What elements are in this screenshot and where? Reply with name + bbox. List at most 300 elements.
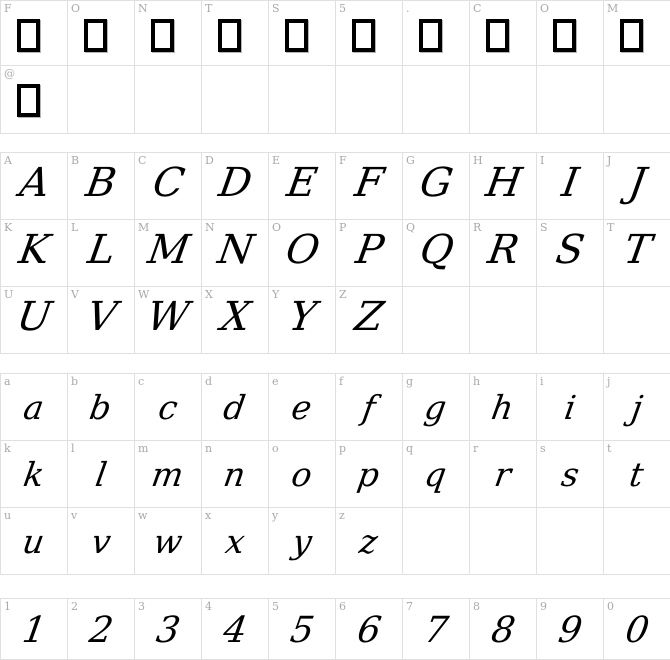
- script-glyph: 9: [555, 610, 585, 651]
- glyph-cell-j: [604, 374, 670, 441]
- empty-cell: [537, 508, 604, 575]
- script-glyph: s: [558, 454, 582, 494]
- glyph-holder: [202, 287, 268, 353]
- glyph-cell-u: [1, 508, 68, 575]
- script-glyph: p: [355, 454, 383, 494]
- glyph-holder: [336, 508, 402, 574]
- glyph-cell-E: [269, 153, 336, 220]
- script-glyph: h: [489, 387, 517, 427]
- cell-label: F: [4, 2, 12, 15]
- glyph-cell-p: [336, 441, 403, 508]
- glyph-holder: [269, 287, 335, 353]
- empty-cell: [202, 66, 269, 134]
- script-glyph: 3: [153, 610, 183, 651]
- cell-label: C: [138, 154, 147, 167]
- glyph-cell-5: [336, 1, 403, 66]
- cell-label: C: [473, 2, 482, 15]
- script-glyph: j: [628, 387, 646, 427]
- cell-label: 2: [71, 600, 78, 613]
- script-glyph: E: [284, 160, 321, 206]
- cell-label: W: [138, 288, 150, 301]
- glyph-holder: [470, 153, 536, 219]
- glyph-holder: [68, 287, 134, 353]
- cell-label: b: [71, 375, 79, 388]
- glyph-cell-o: [269, 441, 336, 508]
- script-glyph: X: [217, 294, 254, 340]
- cell-label: f: [339, 375, 344, 388]
- empty-cell: [470, 508, 537, 575]
- glyph-cell-R: [470, 220, 537, 287]
- cell-label: S: [272, 2, 280, 15]
- glyph-holder: [604, 441, 670, 507]
- glyph-cell-z: [336, 508, 403, 575]
- cell-label: j: [607, 375, 611, 388]
- cell-label: l: [71, 442, 75, 455]
- glyph-cell-Y: [269, 287, 336, 354]
- cell-label: z: [339, 509, 345, 522]
- cell-label: i: [540, 375, 544, 388]
- cell-label: H: [473, 154, 483, 167]
- glyph-cell-H: [470, 153, 537, 220]
- glyph-cell-0: [604, 599, 670, 660]
- script-glyph: U: [13, 294, 55, 340]
- glyph-cell-B: [68, 153, 135, 220]
- cell-label: w: [138, 509, 148, 522]
- glyph-holder: [135, 374, 201, 440]
- glyph-holder: [336, 374, 402, 440]
- glyph-cell-N: [135, 1, 202, 66]
- script-glyph: W: [144, 294, 193, 340]
- notdef-box-glyph: [285, 19, 308, 52]
- cell-label: 4: [205, 600, 212, 613]
- glyph-holder: [470, 599, 536, 659]
- cell-label: m: [138, 442, 149, 455]
- cell-label: d: [205, 375, 213, 388]
- glyph-cell-W: [135, 287, 202, 354]
- cell-label: Y: [272, 288, 280, 301]
- glyph-holder: [68, 220, 134, 286]
- cell-label: U: [4, 288, 14, 301]
- glyph-cell-Z: [336, 287, 403, 354]
- cell-label: o: [272, 442, 279, 455]
- cell-label: K: [4, 221, 13, 234]
- glyph-cell-T: [202, 1, 269, 66]
- glyph-cell-G: [403, 153, 470, 220]
- cell-label: O: [272, 221, 282, 234]
- script-glyph: R: [484, 227, 523, 273]
- glyph-cell-S: [269, 1, 336, 66]
- cell-label: c: [138, 375, 145, 388]
- glyph-cell-V: [68, 287, 135, 354]
- cell-label: 0: [607, 600, 614, 613]
- glyph-cell-g: [403, 374, 470, 441]
- cell-label: D: [205, 154, 214, 167]
- glyph-holder: [135, 153, 201, 219]
- cell-label: 7: [406, 600, 413, 613]
- glyph-cell-F: [336, 153, 403, 220]
- script-glyph: T: [620, 227, 655, 273]
- glyph-cell-O: [68, 1, 135, 66]
- glyph-holder: [470, 220, 536, 286]
- glyph-cell-O: [537, 1, 604, 66]
- glyph-holder: [202, 153, 268, 219]
- glyph-holder: [68, 441, 134, 507]
- glyph-holder: [470, 441, 536, 507]
- script-glyph: t: [627, 454, 647, 494]
- glyph-section-digits: [0, 598, 670, 660]
- empty-cell: [403, 287, 470, 354]
- empty-cell: [336, 66, 403, 134]
- glyph-holder: [604, 153, 670, 219]
- glyph-cell-r: [470, 441, 537, 508]
- script-glyph: V: [83, 294, 120, 340]
- script-glyph: 2: [86, 610, 116, 651]
- glyph-holder: [135, 441, 201, 507]
- glyph-cell-J: [604, 153, 670, 220]
- glyph-holder: [336, 220, 402, 286]
- notdef-box-glyph: [84, 19, 107, 52]
- script-glyph: D: [215, 160, 256, 206]
- script-glyph: Y: [285, 294, 320, 340]
- cell-label: M: [138, 221, 150, 234]
- cell-label: .: [406, 2, 410, 15]
- script-glyph: O: [282, 227, 323, 273]
- glyph-cell-a: [1, 374, 68, 441]
- script-glyph: g: [422, 387, 450, 427]
- glyph-cell-6: [336, 599, 403, 660]
- glyph-holder: [269, 374, 335, 440]
- notdef-box-glyph: [553, 19, 576, 52]
- script-glyph: Z: [351, 294, 388, 340]
- glyph-cell-b: [68, 374, 135, 441]
- glyph-cell-T: [604, 220, 670, 287]
- glyph-holder: [202, 508, 268, 574]
- script-glyph: N: [214, 227, 257, 273]
- glyph-holder: [269, 220, 335, 286]
- script-glyph: y: [289, 521, 315, 561]
- cell-label: N: [138, 2, 148, 15]
- glyph-row: [1, 220, 670, 287]
- cell-label: O: [71, 2, 81, 15]
- cell-label: O: [540, 2, 550, 15]
- glyph-cell-3: [135, 599, 202, 660]
- glyph-row: [1, 374, 670, 441]
- cell-label: Z: [339, 288, 347, 301]
- cell-label: R: [473, 221, 482, 234]
- script-glyph: 7: [421, 610, 451, 651]
- notdef-box-glyph: [17, 84, 40, 117]
- cell-label: 9: [540, 600, 547, 613]
- cell-label: 1: [4, 600, 11, 613]
- cell-label: x: [205, 509, 212, 522]
- script-glyph: S: [553, 227, 588, 273]
- glyph-cell-e: [269, 374, 336, 441]
- cell-label: n: [205, 442, 213, 455]
- script-glyph: a: [21, 387, 47, 427]
- glyph-section-uppercase: [0, 152, 670, 354]
- script-glyph: z: [357, 521, 381, 561]
- glyph-cell-C: [470, 1, 537, 66]
- glyph-holder: [403, 220, 469, 286]
- glyph-holder: [403, 153, 469, 219]
- script-glyph: 8: [488, 610, 518, 651]
- glyph-cell-9: [537, 599, 604, 660]
- cell-label: @: [4, 67, 15, 80]
- glyph-holder: [604, 374, 670, 440]
- cell-label: g: [406, 375, 414, 388]
- notdef-box-glyph: [17, 19, 40, 52]
- script-glyph: u: [20, 521, 48, 561]
- script-glyph: P: [352, 227, 387, 273]
- empty-cell: [537, 66, 604, 134]
- glyph-holder: [537, 374, 603, 440]
- script-glyph: B: [83, 160, 120, 206]
- script-glyph: M: [144, 227, 193, 273]
- glyph-holder: [269, 441, 335, 507]
- glyph-cell-D: [202, 153, 269, 220]
- cell-label: s: [540, 442, 546, 455]
- glyph-holder: [1, 153, 67, 219]
- glyph-row: [1, 66, 670, 134]
- cell-label: a: [4, 375, 11, 388]
- glyph-holder: [135, 508, 201, 574]
- script-glyph: G: [416, 160, 457, 206]
- cell-label: M: [607, 2, 619, 15]
- glyph-holder: [1, 599, 67, 659]
- glyph-cell-l: [68, 441, 135, 508]
- glyph-cell-K: [1, 220, 68, 287]
- cell-label: q: [406, 442, 414, 455]
- glyph-row: [1, 441, 670, 508]
- cell-label: h: [473, 375, 481, 388]
- empty-cell: [604, 287, 670, 354]
- glyph-holder: [537, 441, 603, 507]
- cell-label: N: [205, 221, 215, 234]
- glyph-cell-P: [336, 220, 403, 287]
- glyph-holder: [135, 220, 201, 286]
- script-glyph: i: [561, 387, 579, 427]
- glyph-cell-n: [202, 441, 269, 508]
- glyph-holder: [1, 441, 67, 507]
- glyph-holder: [68, 374, 134, 440]
- glyph-holder: [604, 599, 670, 659]
- script-glyph: 1: [19, 610, 49, 651]
- glyph-cell-U: [1, 287, 68, 354]
- glyph-cell-M: [604, 1, 670, 66]
- glyph-cell-h: [470, 374, 537, 441]
- script-glyph: 0: [622, 610, 652, 651]
- glyph-holder: [336, 599, 402, 659]
- notdef-box-glyph: [419, 19, 442, 52]
- glyph-cell-i: [537, 374, 604, 441]
- glyph-holder: [68, 153, 134, 219]
- script-glyph: J: [625, 160, 650, 206]
- glyph-holder: [537, 153, 603, 219]
- glyph-cell-t: [604, 441, 670, 508]
- script-glyph: l: [92, 454, 110, 494]
- script-glyph: n: [221, 454, 249, 494]
- glyph-cell-f: [336, 374, 403, 441]
- cell-label: t: [607, 442, 612, 455]
- script-glyph: f: [359, 387, 379, 427]
- script-glyph: F: [351, 160, 387, 206]
- script-glyph: L: [84, 227, 119, 273]
- glyph-row: [1, 153, 670, 220]
- glyph-row: [1, 287, 670, 354]
- cell-label: p: [339, 442, 347, 455]
- glyph-holder: [1, 508, 67, 574]
- glyph-holder: [202, 441, 268, 507]
- script-glyph: e: [289, 387, 315, 427]
- glyph-holder: [537, 599, 603, 659]
- glyph-holder: [1, 374, 67, 440]
- cell-label: J: [607, 154, 612, 167]
- cell-label: 8: [473, 600, 480, 613]
- cell-label: y: [272, 509, 279, 522]
- cell-label: L: [71, 221, 79, 234]
- glyph-cell-N: [202, 220, 269, 287]
- glyph-cell-v: [68, 508, 135, 575]
- glyph-cell-O: [269, 220, 336, 287]
- script-glyph: 4: [220, 610, 250, 651]
- script-glyph: c: [155, 387, 181, 427]
- empty-cell: [470, 287, 537, 354]
- glyph-cell-c: [135, 374, 202, 441]
- cell-label: I: [540, 154, 545, 167]
- script-glyph: q: [422, 454, 450, 494]
- cell-label: T: [607, 221, 615, 234]
- glyph-cell-x: [202, 508, 269, 575]
- glyph-section-notdef-glyphs: [0, 0, 670, 134]
- script-glyph: r: [492, 454, 514, 494]
- empty-cell: [269, 66, 336, 134]
- cell-label: A: [4, 154, 12, 167]
- glyph-cell-F: [1, 1, 68, 66]
- glyph-cell-C: [135, 153, 202, 220]
- cell-label: 3: [138, 600, 145, 613]
- glyph-cell-X: [202, 287, 269, 354]
- glyph-cell-k: [1, 441, 68, 508]
- script-glyph: k: [20, 454, 48, 494]
- glyph-holder: [202, 599, 268, 659]
- cell-label: X: [205, 288, 213, 301]
- cell-label: Q: [406, 221, 416, 234]
- cell-label: P: [339, 221, 347, 234]
- script-glyph: I: [558, 160, 583, 206]
- glyph-holder: [269, 153, 335, 219]
- script-glyph: Q: [416, 227, 457, 273]
- empty-cell: [403, 508, 470, 575]
- notdef-box-glyph: [218, 19, 241, 52]
- glyph-cell-S: [537, 220, 604, 287]
- glyph-cell-@: [1, 66, 68, 134]
- glyph-holder: [604, 220, 670, 286]
- empty-cell: [604, 66, 670, 134]
- cell-label: T: [205, 2, 213, 15]
- glyph-cell-5: [269, 599, 336, 660]
- empty-cell: [604, 508, 670, 575]
- notdef-box-glyph: [151, 19, 174, 52]
- script-glyph: v: [88, 521, 114, 561]
- empty-cell: [68, 66, 135, 134]
- notdef-box-glyph: [486, 19, 509, 52]
- empty-cell: [135, 66, 202, 134]
- glyph-cell-w: [135, 508, 202, 575]
- glyph-holder: [135, 599, 201, 659]
- cell-label: F: [339, 154, 347, 167]
- script-glyph: x: [222, 521, 248, 561]
- cell-label: V: [71, 288, 79, 301]
- cell-label: E: [272, 154, 281, 167]
- glyph-cell-4: [202, 599, 269, 660]
- glyph-cell-2: [68, 599, 135, 660]
- empty-cell: [403, 66, 470, 134]
- glyph-cell-.: [403, 1, 470, 66]
- script-glyph: b: [87, 387, 115, 427]
- glyph-row: [1, 599, 670, 660]
- cell-label: S: [540, 221, 548, 234]
- glyph-holder: [403, 599, 469, 659]
- glyph-cell-L: [68, 220, 135, 287]
- glyph-cell-A: [1, 153, 68, 220]
- glyph-holder: [470, 374, 536, 440]
- script-glyph: K: [15, 227, 54, 273]
- notdef-box-glyph: [352, 19, 375, 52]
- glyph-cell-I: [537, 153, 604, 220]
- glyph-section-lowercase: [0, 373, 670, 575]
- script-glyph: d: [221, 387, 249, 427]
- cell-label: 6: [339, 600, 346, 613]
- cell-label: r: [473, 442, 479, 455]
- glyph-holder: [336, 153, 402, 219]
- glyph-holder: [202, 220, 268, 286]
- glyph-holder: [336, 287, 402, 353]
- cell-label: v: [71, 509, 78, 522]
- cell-label: e: [272, 375, 279, 388]
- glyph-row: [1, 508, 670, 575]
- script-glyph: C: [149, 160, 188, 206]
- script-glyph: w: [150, 521, 186, 561]
- glyph-holder: [68, 508, 134, 574]
- glyph-holder: [269, 599, 335, 659]
- glyph-cell-q: [403, 441, 470, 508]
- cell-label: u: [4, 509, 12, 522]
- cell-label: 5: [272, 600, 279, 613]
- glyph-holder: [269, 508, 335, 574]
- glyph-cell-Q: [403, 220, 470, 287]
- glyph-cell-m: [135, 441, 202, 508]
- glyph-cell-s: [537, 441, 604, 508]
- glyph-cell-1: [1, 599, 68, 660]
- glyph-cell-M: [135, 220, 202, 287]
- script-glyph: A: [16, 160, 53, 206]
- glyph-holder: [537, 220, 603, 286]
- glyph-holder: [202, 374, 268, 440]
- glyph-holder: [1, 220, 67, 286]
- glyph-cell-7: [403, 599, 470, 660]
- glyph-holder: [68, 599, 134, 659]
- notdef-box-glyph: [620, 19, 643, 52]
- glyph-holder: [403, 374, 469, 440]
- glyph-cell-d: [202, 374, 269, 441]
- script-glyph: 5: [287, 610, 317, 651]
- glyph-holder: [403, 441, 469, 507]
- empty-cell: [470, 66, 537, 134]
- cell-label: k: [4, 442, 11, 455]
- cell-label: B: [71, 154, 80, 167]
- glyph-holder: [135, 287, 201, 353]
- glyph-holder: [1, 287, 67, 353]
